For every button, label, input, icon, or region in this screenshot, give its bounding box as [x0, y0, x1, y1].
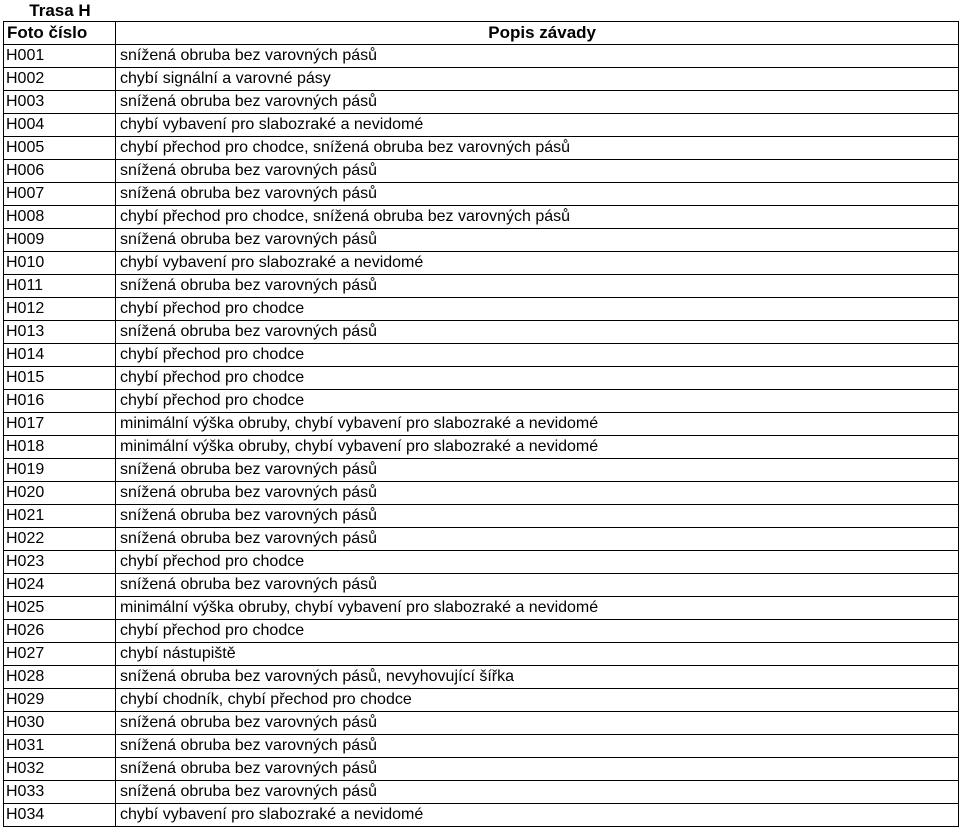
table-row: [4, 804, 959, 827]
table-row: [4, 45, 959, 68]
table-row: [4, 91, 959, 114]
table-header-row: [4, 22, 959, 45]
defect-description-cell: chybí vybavení pro slabozraké a nevidomé: [116, 804, 959, 827]
defect-description-cell: chybí vybavení pro slabozraké a nevidomé: [116, 114, 959, 137]
table-row: [4, 505, 959, 528]
table-row: [4, 551, 959, 574]
table-row: [4, 528, 959, 551]
table-row: [4, 183, 959, 206]
photo-number-cell: H010: [4, 252, 116, 275]
defect-description-cell: minimální výška obruby, chybí vybavení pro slabozraké a nevidomé: [116, 436, 959, 459]
photo-number-cell: H020: [4, 482, 116, 505]
photo-number-cell: H025: [4, 597, 116, 620]
defect-description-cell: chybí signální a varovné pásy: [116, 68, 959, 91]
photo-number-cell: H006: [4, 160, 116, 183]
defect-description-cell: snížená obruba bez varovných pásů: [116, 45, 959, 68]
photo-number-cell: H033: [4, 781, 116, 804]
defect-description-cell: snížená obruba bez varovných pásů: [116, 275, 959, 298]
table-row: [4, 758, 959, 781]
photo-number-cell: H017: [4, 413, 116, 436]
page-title: Trasa H: [29, 1, 91, 20]
defect-description-cell: minimální výška obruby, chybí vybavení pro slabozraké a nevidomé: [116, 597, 959, 620]
photo-number-cell: H021: [4, 505, 116, 528]
table-row: [4, 735, 959, 758]
table-row: [4, 275, 959, 298]
table-row: [4, 597, 959, 620]
photo-number-cell: H026: [4, 620, 116, 643]
photo-number-cell: H022: [4, 528, 116, 551]
table-row: [4, 206, 959, 229]
photo-number-cell: H029: [4, 689, 116, 712]
defect-description-cell: chybí přechod pro chodce, snížená obruba bez varovných pásů: [116, 137, 959, 160]
defect-description-cell: chybí vybavení pro slabozraké a nevidomé: [116, 252, 959, 275]
defect-description-cell: snížená obruba bez varovných pásů: [116, 781, 959, 804]
table-row: [4, 459, 959, 482]
defect-description-cell: minimální výška obruby, chybí vybavení pro slabozraké a nevidomé: [116, 413, 959, 436]
defect-description-cell: chybí chodník, chybí přechod pro chodce: [116, 689, 959, 712]
photo-number-cell: H014: [4, 344, 116, 367]
photo-number-cell: H008: [4, 206, 116, 229]
photo-number-cell: H032: [4, 758, 116, 781]
defect-description-cell: snížená obruba bez varovných pásů: [116, 758, 959, 781]
defect-description-cell: snížená obruba bez varovných pásů: [116, 183, 959, 206]
photo-number-cell: H024: [4, 574, 116, 597]
photo-number-cell: H003: [4, 91, 116, 114]
photo-number-cell: H004: [4, 114, 116, 137]
table-row: [4, 666, 959, 689]
photo-number-cell: H011: [4, 275, 116, 298]
photo-number-cell: H015: [4, 367, 116, 390]
table-row: [4, 390, 959, 413]
defect-description-cell: chybí přechod pro chodce: [116, 620, 959, 643]
photo-number-cell: H031: [4, 735, 116, 758]
table-row: [4, 413, 959, 436]
photo-number-cell: H013: [4, 321, 116, 344]
defect-description-cell: chybí přechod pro chodce: [116, 390, 959, 413]
table-row: [4, 137, 959, 160]
defect-description-cell: snížená obruba bez varovných pásů: [116, 229, 959, 252]
defects-table: [3, 21, 959, 827]
defect-description-cell: chybí přechod pro chodce, snížená obruba bez varovných pásů: [116, 206, 959, 229]
photo-number-cell: H005: [4, 137, 116, 160]
photo-number-cell: H018: [4, 436, 116, 459]
defect-description-cell: snížená obruba bez varovných pásů: [116, 505, 959, 528]
table-row: [4, 689, 959, 712]
table-row: [4, 436, 959, 459]
defect-description-cell: snížená obruba bez varovných pásů: [116, 574, 959, 597]
defect-description-cell: chybí přechod pro chodce: [116, 367, 959, 390]
table-row: [4, 344, 959, 367]
photo-number-cell: H007: [4, 183, 116, 206]
table-row: [4, 574, 959, 597]
photo-number-cell: H023: [4, 551, 116, 574]
photo-number-cell: H028: [4, 666, 116, 689]
defect-description-cell: snížená obruba bez varovných pásů: [116, 459, 959, 482]
photo-number-cell: H012: [4, 298, 116, 321]
table-row: [4, 114, 959, 137]
table-row: [4, 367, 959, 390]
table-row: [4, 298, 959, 321]
photo-number-cell: H034: [4, 804, 116, 827]
table-row: [4, 781, 959, 804]
defect-description-cell: chybí přechod pro chodce: [116, 551, 959, 574]
table-row: [4, 620, 959, 643]
defect-description-cell: snížená obruba bez varovných pásů: [116, 482, 959, 505]
table-row: [4, 712, 959, 735]
photo-number-cell: H016: [4, 390, 116, 413]
photo-number-cell: H027: [4, 643, 116, 666]
table-row: [4, 252, 959, 275]
table-row: [4, 482, 959, 505]
defect-description-cell: snížená obruba bez varovných pásů: [116, 712, 959, 735]
defect-description-cell: chybí přechod pro chodce: [116, 344, 959, 367]
photo-number-cell: H030: [4, 712, 116, 735]
photo-number-cell: H019: [4, 459, 116, 482]
table-row: [4, 321, 959, 344]
defect-description-cell: chybí přechod pro chodce: [116, 298, 959, 321]
defect-description-cell: snížená obruba bez varovných pásů, nevyhovující šířka: [116, 666, 959, 689]
table-row: [4, 160, 959, 183]
defect-description-cell: snížená obruba bez varovných pásů: [116, 528, 959, 551]
table-row: [4, 68, 959, 91]
defect-description-cell: snížená obruba bez varovných pásů: [116, 735, 959, 758]
table-row: [4, 229, 959, 252]
column-header-photo-number: Foto číslo: [4, 22, 116, 45]
photo-number-cell: H002: [4, 68, 116, 91]
photo-number-cell: H009: [4, 229, 116, 252]
column-header-defect-description: Popis závady: [116, 22, 959, 45]
defect-description-cell: snížená obruba bez varovných pásů: [116, 321, 959, 344]
defect-description-cell: snížená obruba bez varovných pásů: [116, 160, 959, 183]
table-row: [4, 643, 959, 666]
defect-description-cell: chybí nástupiště: [116, 643, 959, 666]
photo-number-cell: H001: [4, 45, 116, 68]
table-body: [4, 45, 959, 827]
defect-description-cell: snížená obruba bez varovných pásů: [116, 91, 959, 114]
